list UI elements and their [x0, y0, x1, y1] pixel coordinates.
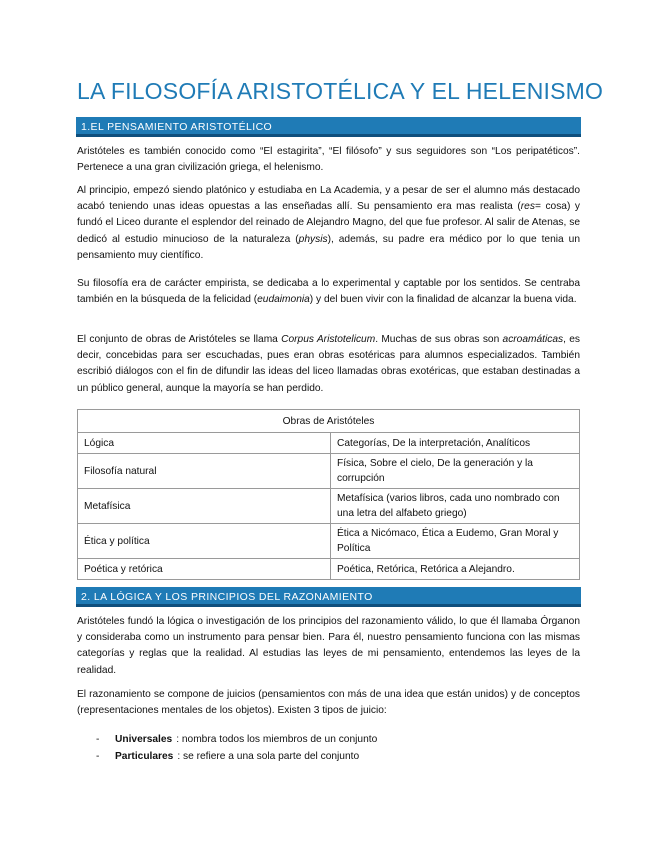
table-cell-works: Metafísica (varios libros, cada uno nombrado con una letra del alfabeto griego): [331, 489, 580, 524]
table-row: [78, 524, 580, 559]
paragraph-logica: Aristóteles fundó la lógica o investigación de los principios del razonamiento válido, lo que él llamaba Órganon y consideraba como un instrumento para pensar bien. Para él, nuestro pensamiento funciona con las mismas categorías y reglas que la realidad. Al estudias las leyes de mi pensamiento, entendemos las leyes de la realidad.: [77, 616, 580, 676]
bullet-dash: -: [96, 751, 100, 762]
text-segment: ) y del buen vivir con la finalidad de alcanzar la buena vida.: [309, 294, 577, 306]
table-row: [78, 454, 580, 489]
section-heading-1: 1.EL PENSAMIENTO ARISTOTÉLICO: [76, 117, 581, 137]
text-segment: ), además, su padre era médico por lo que tenia un pensamiento muy científico.: [77, 233, 580, 261]
table-cell-area: Filosofía natural: [78, 454, 331, 489]
text-segment: Al principio, empezó siendo platónico y estudiaba en La Academia, y a pesar de ser el alumno más destacado acabó teniendo unas ideas opuestas a las enseñadas allí. Su pensamiento era mas realista (: [77, 185, 580, 213]
list-item-term: Universales: [115, 734, 173, 745]
italic-term: res: [520, 201, 535, 213]
text-segment: , es decir, concebidas para ser escuchadas, pues eran obras esotéricas para alumnos especializados. También escribió diálogos con el fin de difundir las ideas del liceo llamadas obras exotéricas, que estaban destinadas a un público general, aunque la mayoría se han perdido.: [77, 334, 581, 394]
section-heading-2: 2. LA LÓGICA Y LOS PRINCIPIOS DEL RAZONAMIENTO: [76, 587, 581, 607]
table-row: [78, 433, 580, 454]
text-segment: = cosa) y fundó el Liceo durante el esplendor del reinado de Alejandro Magno, del que fue profesor. Al salir de Atenas, se dedicó al estudio minucioso de la naturaleza (: [77, 201, 580, 245]
table-row: [78, 559, 580, 580]
paragraph-academia: [77, 183, 580, 264]
table-cell-works: Categorías, De la interpretación, Analíticos: [331, 433, 580, 454]
table-cell-area: Metafísica: [78, 489, 331, 524]
paragraph-intro: Aristóteles es también conocido como “El estagirita”, “El filósofo” y sus seguidores son “Los peripatéticos”. Pertenece a una gran civilización griega, el helenismo.: [77, 146, 580, 174]
bullet-dash: -: [96, 734, 100, 745]
judgment-types-list: [96, 731, 377, 765]
table-cell-works: Ética a Nicómaco, Ética a Eudemo, Gran Moral y Política: [331, 524, 580, 559]
text-segment: Su filosofía era de carácter empirista, se dedicaba a lo experimental y captable por los sentidos. Se centraba también en la búsqueda de la felicidad (: [77, 278, 580, 306]
paragraph-corpus: [77, 332, 580, 397]
works-table: [77, 409, 580, 580]
table-cell-area: Poética y retórica: [78, 559, 331, 580]
page-title: LA FILOSOFÍA ARISTOTÉLICA Y EL HELENISMO: [77, 78, 604, 104]
table-cell-area: Lógica: [78, 433, 331, 454]
table-row: [78, 489, 580, 524]
paragraph-empirismo: [77, 276, 580, 308]
italic-term: acroamáticas: [502, 334, 564, 345]
italic-term: Corpus Aristotelicum: [281, 334, 376, 345]
italic-term: eudaimonia: [257, 294, 310, 306]
italic-term: physis: [298, 233, 328, 245]
table-caption: Obras de Aristóteles: [78, 410, 580, 433]
list-item-desc: : se refiere a una sola parte del conjunto: [177, 751, 360, 762]
table-cell-works: Poética, Retórica, Retórica a Alejandro.: [331, 559, 580, 580]
table-cell-works: Física, Sobre el cielo, De la generación y la corrupción: [331, 454, 580, 489]
list-item-term: Particulares: [115, 751, 174, 762]
table-cell-area: Ética y política: [78, 524, 331, 559]
text-segment: . Muchas de sus obras son: [375, 334, 503, 345]
paragraph-juicios: El razonamiento se compone de juicios (pensamientos con más de una idea que están unidos) y de conceptos (representaciones mentales de los objetos). Existen 3 tipos de juicio:: [77, 689, 580, 717]
list-item-desc: : nombra todos los miembros de un conjunto: [176, 734, 378, 745]
list-item: [96, 748, 377, 765]
table-caption-row: [78, 410, 580, 433]
list-item: [96, 731, 377, 748]
text-segment: El conjunto de obras de Aristóteles se llama: [77, 334, 282, 345]
